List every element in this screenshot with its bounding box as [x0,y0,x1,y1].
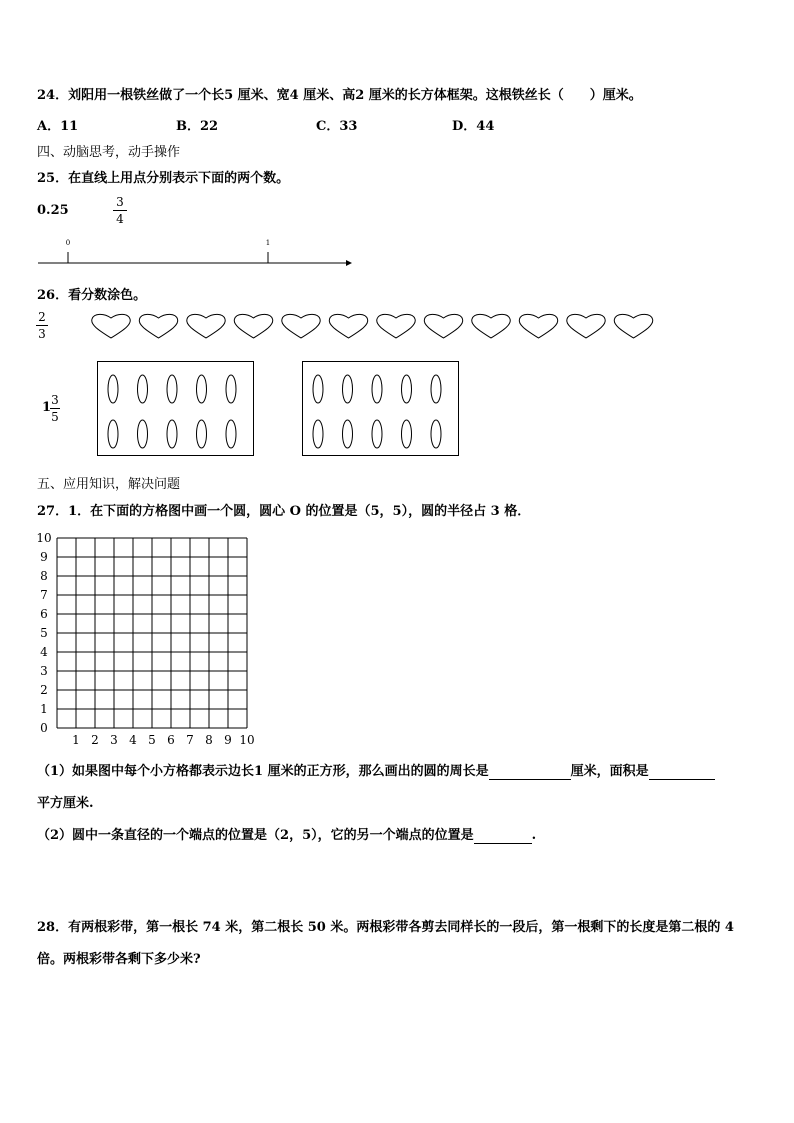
heart-shape[interactable] [614,314,653,338]
circumference-blank[interactable] [489,764,571,780]
grid-y-label: 5 [40,626,48,640]
heart-shape[interactable] [377,314,416,338]
oval-shape[interactable] [226,420,236,448]
grid-x-label: 5 [148,733,156,747]
oval-shape[interactable] [197,420,207,448]
q25-fraction-denominator: 4 [116,212,124,226]
oval-shape[interactable] [313,420,323,448]
question-26: 26．看分数涂色。 [37,288,147,303]
q24-option-c[interactable]: C．33 [316,119,358,134]
heart-shape[interactable] [92,314,131,338]
heart-shape[interactable] [234,314,273,338]
tick-label-0: 0 [65,239,71,247]
grid-x-label: 3 [110,733,118,747]
q24-option-a[interactable]: A．11 [37,119,79,134]
heart-shape[interactable] [472,314,511,338]
grid-x-label: 1 [72,733,80,747]
grid-y-label: 6 [40,607,48,621]
endpoint-blank[interactable] [474,828,532,844]
heart-shape[interactable] [519,314,558,338]
q26-mixed-fraction [50,393,60,424]
heart-shape[interactable] [282,314,321,338]
q25-fraction-numerator: 3 [116,195,124,209]
grid-x-label: 2 [91,733,99,747]
heart-shape[interactable] [329,314,368,338]
question-24: 24．刘阳用一根铁丝做了一个长5 厘米、宽4 厘米、高2 厘米的长方体框架。这根铁丝长（ ）厘米。 [37,88,642,103]
oval-shape[interactable] [372,420,382,448]
section-4-heading: 四、动脑思考，动手操作 [37,145,181,160]
q25-number: 0.25 [37,203,69,218]
oval-shape[interactable] [167,375,177,403]
oval-shape[interactable] [108,420,118,448]
q26-frac1-denominator: 3 [38,327,46,341]
ovals-box-1[interactable] [97,361,255,457]
square-grid[interactable] [30,528,270,750]
q27-part-1 [37,760,715,780]
oval-shape[interactable] [343,375,353,403]
grid-y-label: 7 [40,588,48,602]
q24-option-b[interactable]: B．22 [176,119,219,134]
tick-label-1: 1 [265,239,271,247]
grid-x-label: 4 [129,733,137,747]
grid-y-label: 3 [40,664,48,678]
q26-frac1-numerator: 2 [38,310,46,324]
q27-part-2 [37,824,536,844]
grid-y-label: 2 [40,683,48,697]
oval-shape[interactable] [343,420,353,448]
question-28-line-1: 28．有两根彩带，第一根长 74 米，第二根长 50 米。两根彩带各剪去同样长的一段后，第一根剩下的长度是第二根的 4 [37,920,734,935]
grid-x-label: 6 [167,733,175,747]
hearts-row[interactable] [88,312,668,342]
number-line[interactable] [30,232,360,272]
grid-x-label: 10 [239,733,255,747]
oval-shape[interactable] [402,375,412,403]
grid-y-label: 4 [40,645,48,659]
area-blank[interactable] [649,764,715,780]
oval-shape[interactable] [431,420,441,448]
grid-x-label: 9 [224,733,232,747]
oval-shape[interactable] [197,375,207,403]
ovals-box-2[interactable] [302,361,460,457]
oval-shape[interactable] [167,420,177,448]
question-25: 25．在直线上用点分别表示下面的两个数。 [37,171,290,186]
q27-part1-unit: 平方厘米. [37,796,94,811]
q27-part2-text-b: . [531,828,537,843]
q26-fraction-two-thirds [36,310,48,341]
heart-shape[interactable] [567,314,606,338]
oval-shape[interactable] [138,420,148,448]
q27-part2-text-a: （2）圆中一条直径的一个端点的位置是（2，5），它的另一个端点的位置是 [37,828,474,843]
q24-option-d[interactable]: D．44 [452,119,495,134]
heart-shape[interactable] [139,314,178,338]
grid-x-label: 7 [186,733,194,747]
q27-part1-text-b: 厘米，面积是 [570,764,649,779]
q26-mixed-numerator: 3 [51,393,59,407]
grid-y-label: 9 [40,550,48,564]
oval-shape[interactable] [431,375,441,403]
oval-shape[interactable] [402,420,412,448]
grid-y-label: 8 [40,569,48,583]
question-28-line-2: 倍。两根彩带各剩下多少米? [37,952,201,967]
grid-y-label: 10 [36,531,52,545]
oval-shape[interactable] [226,375,236,403]
q26-mixed-whole: 1 [42,400,52,415]
q27-part1-text-a: （1）如果图中每个小方格都表示边长1 厘米的正方形，那么画出的圆的周长是 [37,764,489,779]
oval-shape[interactable] [372,375,382,403]
oval-shape[interactable] [313,375,323,403]
grid-y-label: 1 [40,702,48,716]
oval-shape[interactable] [108,375,118,403]
question-27: 27．1．在下面的方格图中画一个圆，圆心 O 的位置是（5，5），圆的半径占 3 格． [37,504,531,519]
heart-shape[interactable] [187,314,226,338]
grid-x-label: 8 [205,733,213,747]
oval-shape[interactable] [138,375,148,403]
heart-shape[interactable] [424,314,463,338]
grid-y-label: 0 [40,721,48,735]
section-5-heading: 五、应用知识，解决问题 [37,477,181,492]
q26-mixed-denominator: 5 [51,410,59,424]
q25-fraction [113,195,127,226]
